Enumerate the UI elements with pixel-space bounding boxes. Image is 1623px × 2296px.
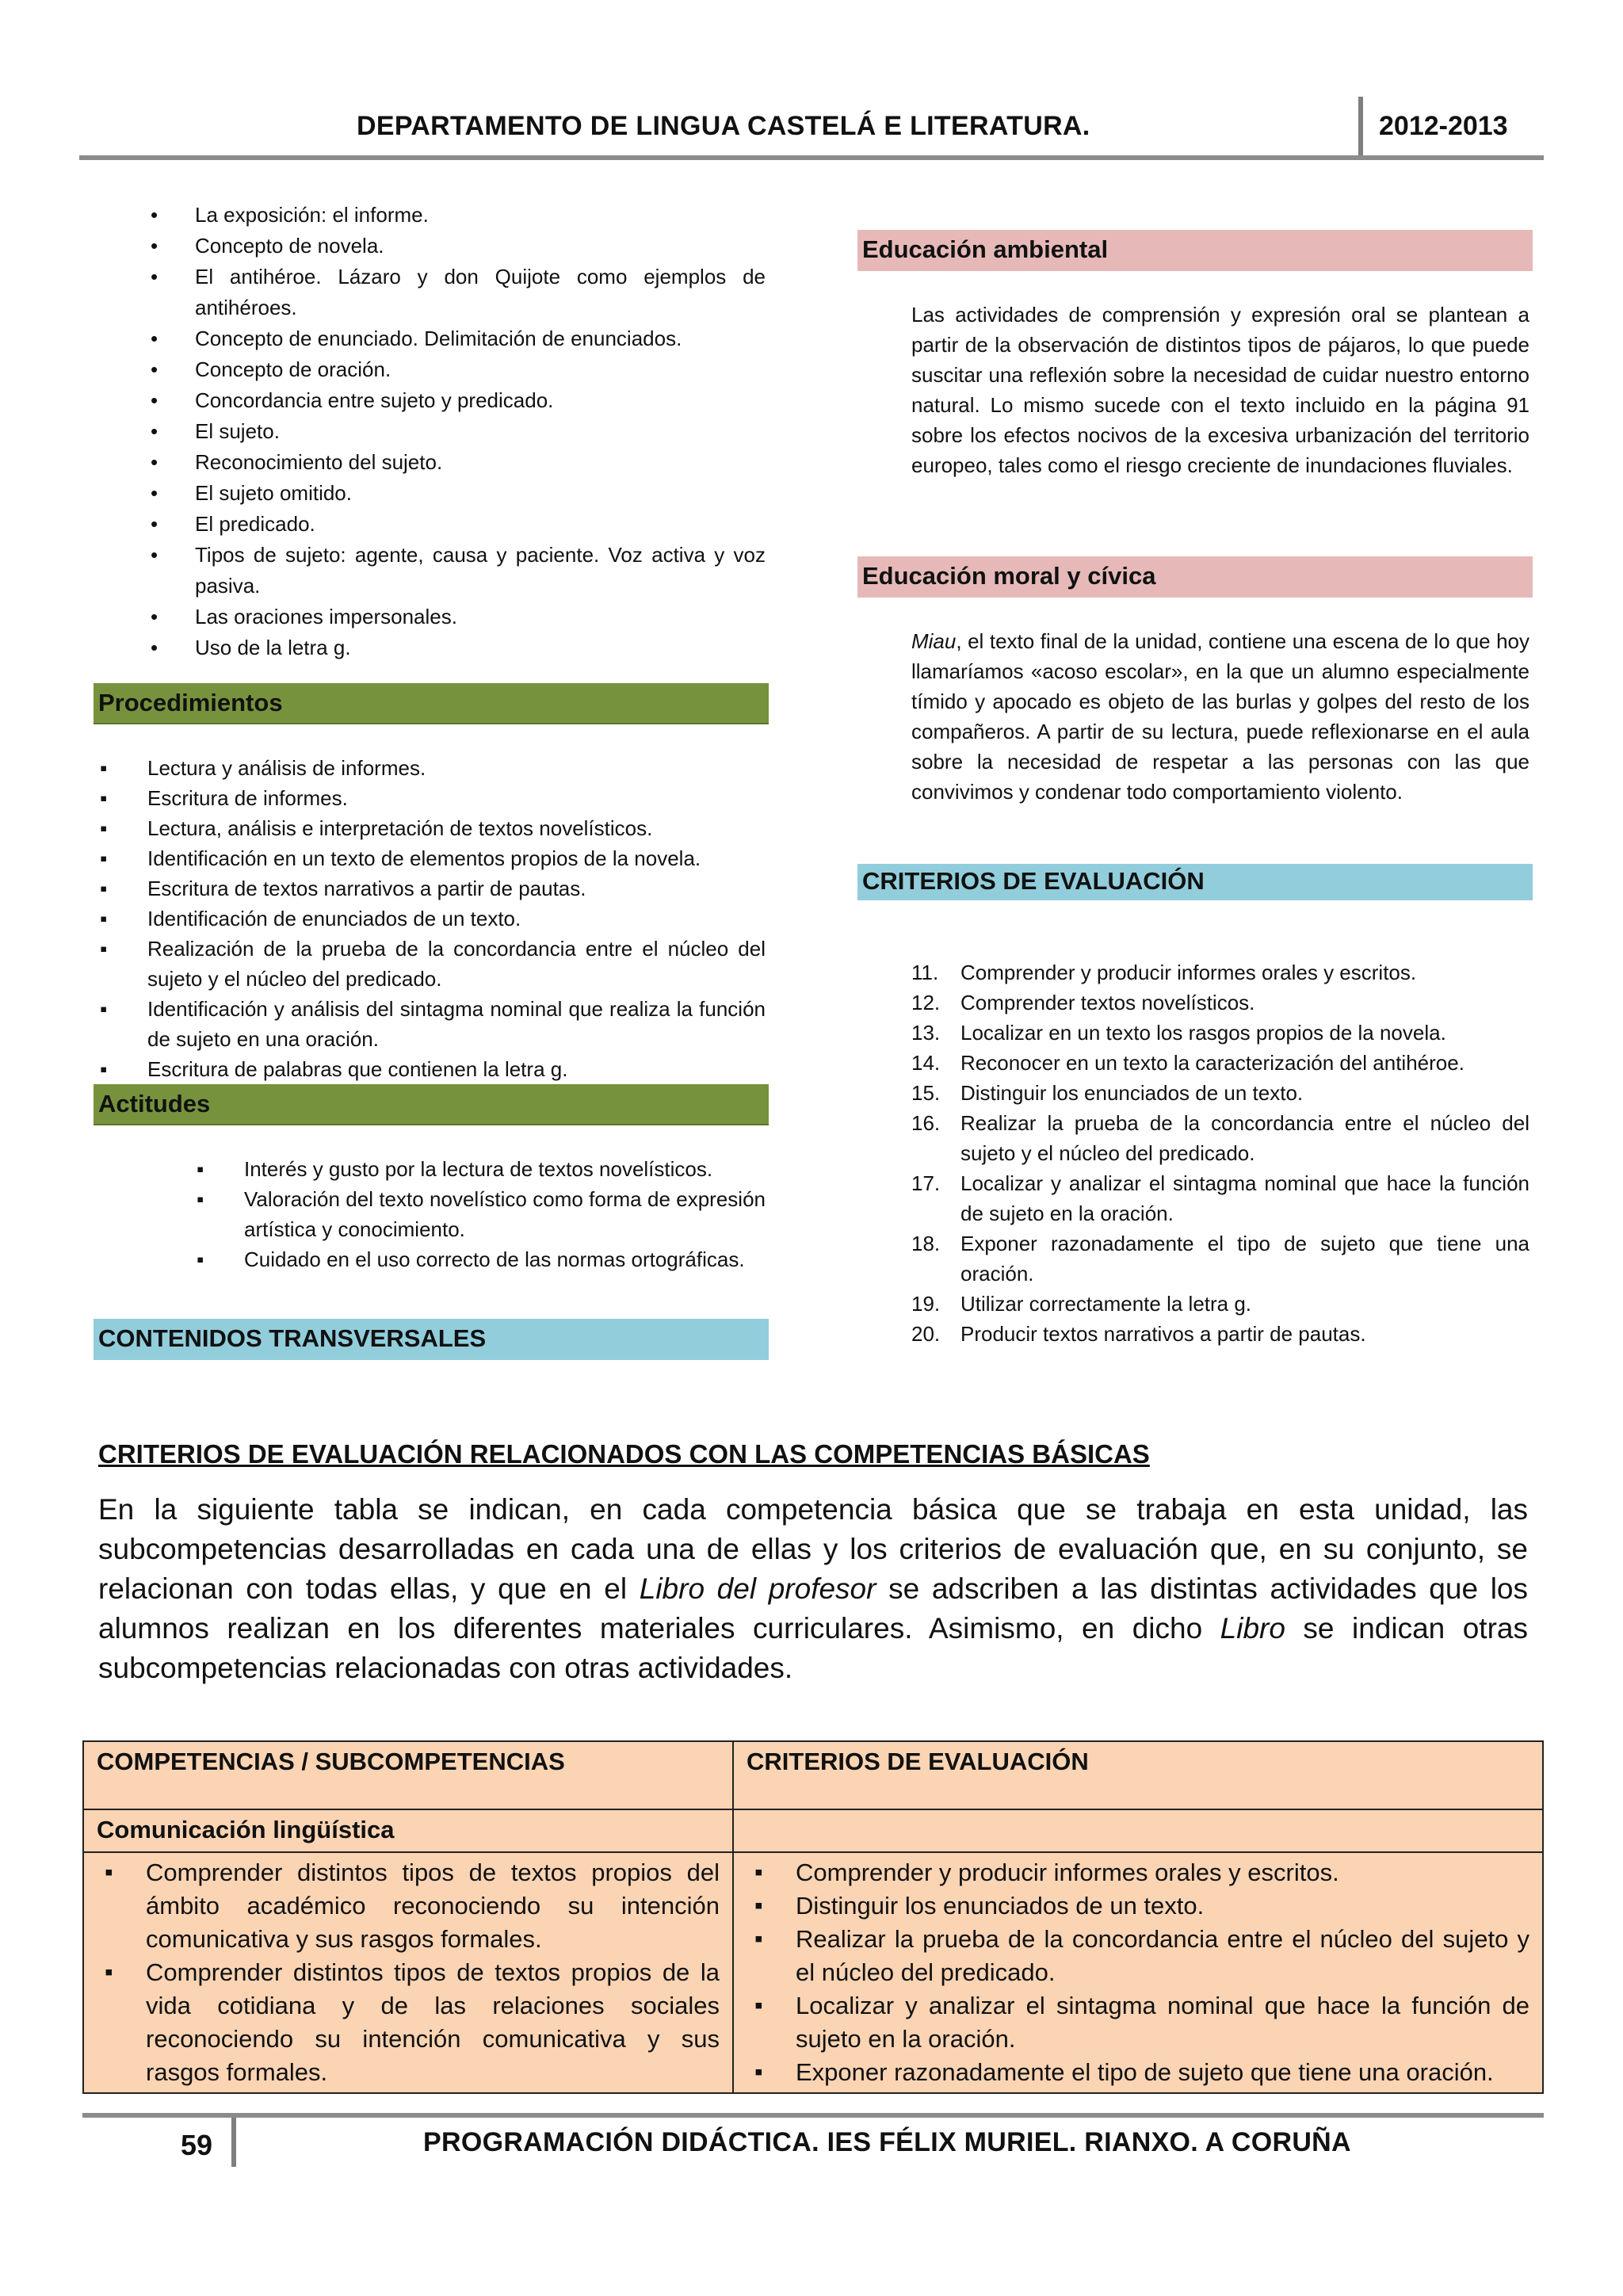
table-header-competencias: COMPETENCIAS / SUBCOMPETENCIAS xyxy=(83,1741,733,1809)
list-item: • Reconocimiento del sujeto. xyxy=(195,447,766,478)
procedimientos-heading: Procedimientos xyxy=(94,683,769,724)
list-item: • Concepto de oración. xyxy=(195,354,766,385)
list-item: 20. Producir textos narrativos a partir de pautas. xyxy=(911,1322,1366,1346)
list-item: • Tipos de sujeto: agente, causa y paciente. Voz activa y voz pasiva. xyxy=(195,540,766,602)
moral-text xyxy=(911,626,1529,807)
list-item: ▪ Realizar la prueba de la concordancia entre el núcleo del sujeto y el núcleo del predicado. xyxy=(747,1923,1529,1989)
table-row xyxy=(83,1809,1543,1852)
list-item: • El sujeto. xyxy=(195,416,766,447)
list-item: ▪ Lectura, análisis e interpretación de textos novelísticos. xyxy=(147,813,766,843)
transversales-heading: CONTENIDOS TRANSVERSALES xyxy=(94,1319,769,1360)
procedimientos-list xyxy=(147,753,766,1084)
header-year: 2012-2013 xyxy=(1379,111,1508,141)
list-item: 14. Reconocer en un texto la caracterización del antihéroe. xyxy=(911,1051,1465,1075)
list-item: 17. Localizar y analizar el sintagma nominal que hace la función de sujeto en la oración. xyxy=(911,1171,1529,1225)
list-item: ▪ Escritura de palabras que contienen la letra g. xyxy=(147,1054,766,1084)
list-item: ▪ Identificación de enunciados de un texto. xyxy=(147,904,766,934)
list-item: ▪ Distinguir los enunciados de un texto. xyxy=(747,1889,1529,1923)
actitudes-list xyxy=(244,1154,766,1274)
conceptos-list xyxy=(195,200,766,663)
list-item: ▪ Realización de la prueba de la concordancia entre el núcleo del sujeto y el núcleo del predicado. xyxy=(147,934,766,994)
list-item: ▪ Valoración del texto novelístico como forma de expresión artística y conocimiento. xyxy=(244,1184,766,1244)
table-header-row xyxy=(83,1741,1543,1809)
list-item: 18. Exponer razonadamente el tipo de sujeto que tiene una oración. xyxy=(911,1232,1529,1286)
list-item: 11. Comprender y producir informes orales y escritos. xyxy=(911,961,1417,984)
list-item: ▪ Lectura y análisis de informes. xyxy=(147,753,766,783)
footer-text: PROGRAMACIÓN DIDÁCTICA. IES FÉLIX MURIEL. RIANXO. A CORUÑA xyxy=(423,2127,1351,2157)
criterios-cell xyxy=(733,1852,1543,2093)
ambiental-heading: Educación ambiental xyxy=(857,230,1533,271)
list-item: ▪ Comprender distintos tipos de textos propios del ámbito académico reconociendo su intención comunicativa y sus rasgos formales. xyxy=(97,1856,720,1956)
moral-body: , el texto final de la unidad, contiene una escena de lo que hoy llamaríamos «acoso escolar», en la que un alumno especialmente tímido y apocado es objeto de las burlas y golpes del resto de los compañeros. A partir de su lectura, puede reflexionarse en el aula sobre la necesidad de respetar a las personas con las que convivimos y condenar todo comportamiento violento. xyxy=(911,629,1529,804)
table-header-criterios: CRITERIOS DE EVALUACIÓN xyxy=(733,1741,1543,1809)
criterios-heading: CRITERIOS DE EVALUACIÓN xyxy=(857,864,1533,900)
list-item: 16. Realizar la prueba de la concordancia entre el núcleo del sujeto y el núcleo del predicado. xyxy=(911,1111,1529,1165)
table-category: Comunicación lingüística xyxy=(83,1809,733,1852)
list-item: ▪ Exponer razonadamente el tipo de sujeto que tiene una oración. xyxy=(747,2056,1529,2089)
list-item: 15. Distinguir los enunciados de un texto. xyxy=(911,1081,1304,1105)
list-item: ▪ Comprender y producir informes orales y escritos. xyxy=(747,1856,1529,1889)
list-item: • Concordancia entre sujeto y predicado. xyxy=(195,385,766,416)
list-item: 13. Localizar en un texto los rasgos propios de la novela. xyxy=(911,1021,1446,1045)
criterios-list xyxy=(911,957,1529,1349)
actitudes-heading: Actitudes xyxy=(94,1084,769,1125)
header-divider xyxy=(1358,97,1363,159)
list-item: • El sujeto omitido. xyxy=(195,478,766,509)
subcompetencias-cell xyxy=(83,1852,733,2093)
list-item: ▪ Escritura de informes. xyxy=(147,783,766,813)
list-item: ▪ Localizar y analizar el sintagma nominal que hace la función de sujeto en la oración. xyxy=(747,1989,1529,2056)
list-item: • El antihéroe. Lázaro y don Quijote como ejemplos de antihéroes. xyxy=(195,262,766,323)
list-item: ▪ Escritura de textos narrativos a partir de pautas. xyxy=(147,873,766,904)
footer-divider xyxy=(231,2118,236,2167)
moral-lead: Miau xyxy=(911,629,957,653)
page-number: 59 xyxy=(181,2129,213,2161)
competencias-title: CRITERIOS DE EVALUACIÓN RELACIONADOS CON LAS COMPETENCIAS BÁSICAS xyxy=(98,1439,1150,1469)
list-item: ▪ Identificación y análisis del sintagma nominal que realiza la función de sujeto en una oración. xyxy=(147,994,766,1054)
ambiental-text: Las actividades de comprensión y expresión oral se plantean a partir de la observación de distintos tipos de pájaros, lo que puede suscitar una reflexión sobre la necesidad de cuidar nuestro entorno natural. Lo mismo sucede con el texto incluido en la página 91 sobre los efectos nocivos de la excesiva urbanización del territorio europeo, tales como el riesgo creciente de inundaciones fluviales. xyxy=(911,303,1529,477)
list-item: • Concepto de enunciado. Delimitación de enunciados. xyxy=(195,323,766,354)
list-item: ▪ Cuidado en el uso correcto de las normas ortográficas. xyxy=(244,1244,766,1274)
competencias-table xyxy=(82,1740,1544,2094)
competencias-intro: En la siguiente tabla se indican, en cada competencia básica que se trabaja en esta unidad, las subcompetencias desarrolladas en cada una de ellas y los criterios de evaluación que, en su conjunto, se relacionan con todas ellas, y que en el Libro del profesor se adscriben a las distintas actividades que los alumnos realizan en los diferentes materiales curriculares. Asimismo, en dicho Libro se indican otras subcompetencias relacionadas con otras actividades. xyxy=(98,1493,1528,1684)
header-title: DEPARTAMENTO DE LINGUA CASTELÁ E LITERATURA. xyxy=(357,111,1090,141)
table-category-empty xyxy=(733,1809,1543,1852)
table-row xyxy=(83,1852,1543,2093)
list-item: • Uso de la letra g. xyxy=(195,632,766,663)
moral-heading: Educación moral y cívica xyxy=(857,556,1533,598)
footer-rule xyxy=(82,2113,1544,2118)
list-item: • El predicado. xyxy=(195,509,766,540)
header-rule xyxy=(79,155,1544,160)
list-item: • La exposición: el informe. xyxy=(195,200,766,231)
list-item: ▪ Identificación en un texto de elementos propios de la novela. xyxy=(147,843,766,873)
list-item: 12. Comprender textos novelísticos. xyxy=(911,991,1255,1014)
list-item: ▪ Comprender distintos tipos de textos propios de la vida cotidiana y de las relaciones sociales reconociendo su intención comunicativa y sus rasgos formales. xyxy=(97,1956,720,2089)
list-item: 19. Utilizar correctamente la letra g. xyxy=(911,1292,1252,1316)
list-item: • Las oraciones impersonales. xyxy=(195,602,766,632)
list-item: ▪ Interés y gusto por la lectura de textos novelísticos. xyxy=(244,1154,766,1184)
list-item: • Concepto de novela. xyxy=(195,231,766,262)
